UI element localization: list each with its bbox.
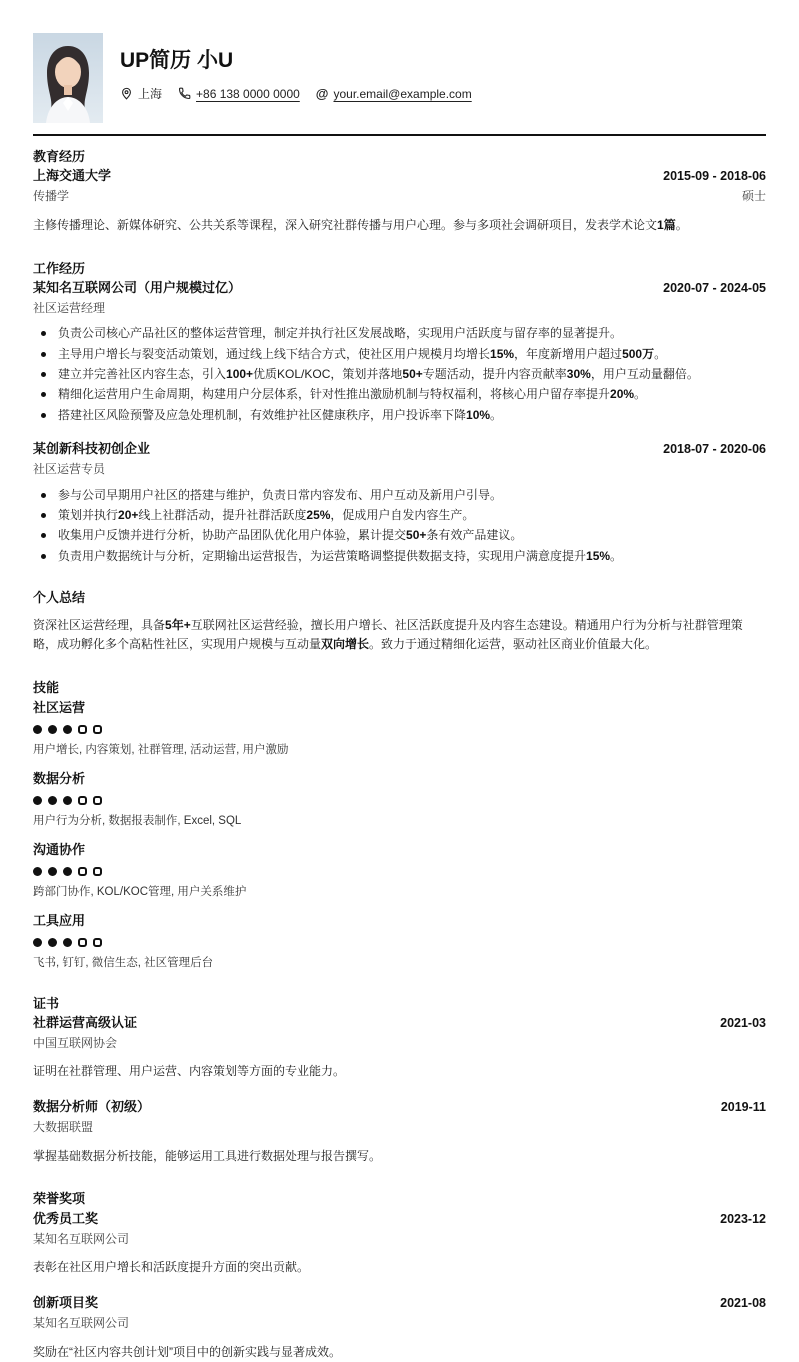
location-text: 上海	[138, 85, 162, 102]
section-education	[33, 149, 766, 236]
bullet-item	[33, 325, 766, 342]
work-entries	[33, 280, 766, 565]
skill-level-dot	[93, 867, 102, 876]
skill-level-dot	[33, 725, 42, 734]
bullet-item	[33, 487, 766, 504]
skill-level-meter	[33, 938, 766, 947]
text: 。	[676, 218, 688, 232]
text: 。致力于通过精细化运营，驱动社区商业价值最大化。	[369, 637, 657, 651]
entry-title: 某创新科技初创企业	[33, 441, 150, 458]
skill-item	[33, 771, 766, 829]
skill-level-dot	[63, 796, 72, 805]
text: 证明在社群管理、用户运营、内容策划等方面的专业能力。	[33, 1064, 345, 1078]
skill-level-dot	[63, 867, 72, 876]
skill-keywords: 飞书, 钉钉, 微信生态, 社区管理后台	[33, 956, 766, 971]
section-title-education: 教育经历	[33, 149, 766, 165]
entry-date: 2018-07 - 2020-06	[663, 442, 766, 456]
text: 。	[610, 549, 622, 563]
entry-subtitle: 传播学	[33, 189, 69, 205]
header-text-block	[114, 33, 472, 102]
section-title-work: 工作经历	[33, 261, 766, 277]
contact-row	[120, 85, 472, 102]
entry-date: 2020-07 - 2024-05	[663, 281, 766, 295]
entry-item	[33, 1099, 766, 1166]
skill-keywords: 用户行为分析, 数据报表制作, Excel, SQL	[33, 814, 766, 829]
entry-subtitle: 某知名互联网公司	[33, 1232, 129, 1248]
entry-item	[33, 280, 766, 424]
skill-level-dot	[33, 867, 42, 876]
entry-subheader	[33, 1120, 766, 1136]
skill-level-dot	[63, 725, 72, 734]
entry-header	[33, 1295, 766, 1312]
entry-header	[33, 441, 766, 458]
skill-level-dot	[93, 938, 102, 947]
text: 。	[490, 408, 502, 422]
text: 奖励在“社区内容共创计划”项目中的创新实践与显著成效。	[33, 1345, 341, 1359]
bullet-list	[33, 325, 766, 424]
entry-header	[33, 280, 766, 297]
skill-name: 社区运营	[33, 700, 766, 717]
bullet-item	[33, 346, 766, 363]
location-item	[120, 85, 162, 102]
bullet-item	[33, 386, 766, 403]
skill-level-dot	[78, 938, 87, 947]
text: 建立并完善社区内容生态，引入	[58, 367, 226, 381]
entry-item	[33, 1295, 766, 1362]
entry-header	[33, 1099, 766, 1116]
entry-subtitle: 社区运营经理	[33, 301, 105, 317]
location-pin-icon	[120, 87, 133, 100]
entry-description	[33, 216, 766, 236]
entry-subtitle: 某知名互联网公司	[33, 1316, 129, 1332]
highlighted-text: 50+	[402, 367, 422, 381]
text: 专题活动，提升内容贡献率	[423, 367, 567, 381]
entry-description	[33, 1343, 766, 1362]
text: ，用户互动量翻倍。	[591, 367, 699, 381]
entry-date: 2015-09 - 2018-06	[663, 169, 766, 183]
highlighted-text: 25%	[306, 508, 330, 522]
entry-subtitle: 中国互联网协会	[33, 1036, 117, 1052]
entry-description	[33, 1062, 766, 1082]
text: 掌握基础数据分析技能，能够运用工具进行数据处理与报告撰写。	[33, 1149, 381, 1163]
skill-level-dot	[33, 938, 42, 947]
entry-title: 创新项目奖	[33, 1295, 98, 1312]
resume-body	[33, 149, 766, 1362]
skill-keywords: 跨部门协作, KOL/KOC管理, 用户关系维护	[33, 885, 766, 900]
text: 。	[634, 387, 646, 401]
skill-level-dot	[48, 725, 57, 734]
skill-item	[33, 700, 766, 758]
entry-subheader	[33, 189, 766, 205]
highlighted-text: 100+	[226, 367, 253, 381]
text: 精细化运营用户生命周期，构建用户分层体系，针对性推出激励机制与特权福利，将核心用户留存率提升	[58, 387, 610, 401]
entry-item	[33, 168, 766, 235]
bullet-list	[33, 487, 766, 566]
entry-subheader	[33, 462, 766, 478]
highlighted-text: 双向增长	[321, 637, 369, 651]
entry-description	[33, 1258, 766, 1278]
highlighted-text: 5年+	[165, 618, 191, 632]
email-text: your.email@example.com	[333, 87, 471, 101]
highlighted-text: 1篇	[657, 218, 676, 232]
highlighted-text: 20+	[118, 508, 138, 522]
bullet-item	[33, 548, 766, 565]
skill-level-dot	[93, 725, 102, 734]
entry-subtitle: 大数据联盟	[33, 1120, 93, 1136]
section-summary	[33, 590, 766, 655]
entry-date: 2023-12	[720, 1212, 766, 1226]
skill-item	[33, 842, 766, 900]
phone-icon	[178, 87, 191, 100]
phone-text: +86 138 0000 0000	[196, 87, 300, 101]
skill-name: 数据分析	[33, 771, 766, 788]
skill-level-dot	[48, 796, 57, 805]
skill-item	[33, 913, 766, 971]
skill-level-dot	[78, 796, 87, 805]
text: 主修传播理论、新媒体研究、公共关系等课程，深入研究社群传播与用户心理。参与多项社会调研项目，发表学术论文	[33, 218, 657, 232]
entry-subheader	[33, 301, 766, 317]
section-title-awards: 荣誉奖项	[33, 1191, 766, 1207]
skill-level-dot	[78, 725, 87, 734]
education-entries	[33, 168, 766, 235]
bullet-item	[33, 366, 766, 383]
skill-level-dot	[33, 796, 42, 805]
highlighted-text: 20%	[610, 387, 634, 401]
skill-name: 沟通协作	[33, 842, 766, 859]
bullet-item	[33, 507, 766, 524]
entry-item	[33, 1211, 766, 1278]
skill-level-dot	[63, 938, 72, 947]
highlighted-text: 50+	[406, 528, 426, 542]
skill-level-dot	[48, 938, 57, 947]
entry-title: 上海交通大学	[33, 168, 111, 185]
skill-level-meter	[33, 725, 766, 734]
certificates-entries	[33, 1015, 766, 1167]
skill-level-dot	[48, 867, 57, 876]
highlighted-text: 15%	[490, 347, 514, 361]
bullet-item	[33, 527, 766, 544]
entry-header	[33, 1211, 766, 1228]
awards-entries	[33, 1211, 766, 1362]
entry-date: 2021-03	[720, 1016, 766, 1030]
skill-name: 工具应用	[33, 913, 766, 930]
text: ，促成用户自发内容生产。	[330, 508, 474, 522]
entry-title: 社群运营高级认证	[33, 1015, 137, 1032]
entry-description	[33, 1147, 766, 1167]
section-certificates	[33, 996, 766, 1167]
summary-text	[33, 616, 766, 656]
profile-photo-image	[33, 33, 103, 123]
entry-title: 某知名互联网公司（用户规模过亿）	[33, 280, 241, 297]
text: 线上社群活动，提升社群活跃度	[138, 508, 306, 522]
text: 负责公司核心产品社区的整体运营管理，制定并执行社区发展战略，实现用户活跃度与留存率的显著提升。	[58, 326, 622, 340]
header-divider	[33, 134, 766, 136]
text: 表彰在社区用户增长和活跃度提升方面的突出贡献。	[33, 1260, 309, 1274]
entry-title: 数据分析师（初级）	[33, 1099, 150, 1116]
highlighted-text: 10%	[466, 408, 490, 422]
entry-subheader	[33, 1316, 766, 1332]
phone-link[interactable]	[178, 87, 300, 101]
text: 策划并执行	[58, 508, 118, 522]
entry-date: 2021-08	[720, 1296, 766, 1310]
entry-subright: 硕士	[742, 189, 766, 205]
text: 资深社区运营经理，具备	[33, 618, 165, 632]
section-awards	[33, 1191, 766, 1362]
text: ，年度新增用户超过	[514, 347, 622, 361]
text: 。	[654, 347, 666, 361]
text: 主导用户增长与裂变活动策划，通过线上线下结合方式，使社区用户规模月均增长	[58, 347, 490, 361]
text: 互联网社区运营经验，擅长用户增长、社区活跃度提升及内容生态建设。精通用户行为分析与社群管理策略，成功孵化多个高粘性社区，实现用户规模与互动量	[33, 618, 743, 652]
resume-header	[33, 33, 766, 123]
section-skills	[33, 680, 766, 971]
profile-photo	[33, 33, 103, 123]
entry-item	[33, 441, 766, 565]
section-work	[33, 261, 766, 566]
bullet-item	[33, 407, 766, 424]
entry-item	[33, 1015, 766, 1082]
skill-level-meter	[33, 796, 766, 805]
highlighted-text: 15%	[586, 549, 610, 563]
section-title-summary: 个人总结	[33, 590, 766, 606]
text: 负责用户数据统计与分析，定期输出运营报告，为运营策略调整提供数据支持，实现用户满意度提升	[58, 549, 586, 563]
text: 收集用户反馈并进行分析，协助产品团队优化用户体验，累计提交	[58, 528, 406, 542]
skill-level-meter	[33, 867, 766, 876]
skills-list	[33, 700, 766, 970]
text: 搭建社区风险预警及应急处理机制，有效维护社区健康秩序，用户投诉率下降	[58, 408, 466, 422]
entry-title: 优秀员工奖	[33, 1211, 98, 1228]
email-link[interactable]	[316, 87, 472, 101]
entry-subheader	[33, 1232, 766, 1248]
highlighted-text: 30%	[567, 367, 591, 381]
skill-level-dot	[78, 867, 87, 876]
entry-subheader	[33, 1036, 766, 1052]
entry-header	[33, 1015, 766, 1032]
highlighted-text: 500万	[622, 347, 654, 361]
text: 优质KOL/KOC，策划并落地	[253, 367, 402, 381]
entry-subtitle: 社区运营专员	[33, 462, 105, 478]
section-title-skills: 技能	[33, 680, 766, 696]
email-at-icon: @	[316, 87, 329, 100]
skill-keywords: 用户增长, 内容策划, 社群管理, 活动运营, 用户激励	[33, 743, 766, 758]
skill-level-dot	[93, 796, 102, 805]
section-title-certificates: 证书	[33, 996, 766, 1012]
entry-date: 2019-11	[721, 1100, 766, 1114]
text: 条有效产品建议。	[426, 528, 522, 542]
entry-header	[33, 168, 766, 185]
text: 参与公司早期用户社区的搭建与维护，负责日常内容发布、用户互动及新用户引导。	[58, 488, 502, 502]
person-name: UP简历 小U	[120, 49, 472, 72]
